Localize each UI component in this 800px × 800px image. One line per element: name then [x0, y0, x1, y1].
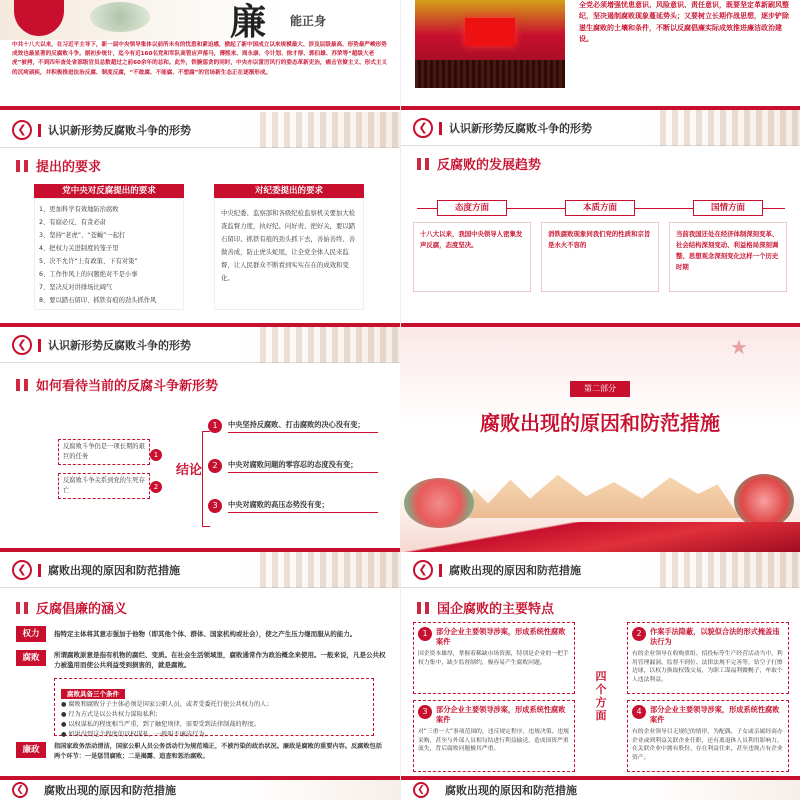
trend-column: [669, 200, 787, 292]
chevron-left-icon: ❮: [12, 335, 32, 355]
great-wall-decor: [260, 552, 400, 588]
section-marker-icon: [417, 602, 429, 614]
card-number: 1: [418, 627, 432, 641]
slide-intro: [0, 0, 400, 110]
chevron-left-icon: ❮: [413, 118, 433, 138]
requirement-item: 6、工作作风上的问题绝对不是小事: [39, 271, 138, 278]
great-wall-decor: [660, 110, 800, 146]
chevron-left-icon: ❮: [12, 560, 32, 580]
trend-column: [413, 200, 531, 292]
hero-banner: [0, 0, 400, 43]
left-box-2: 反腐败斗争关系到党的生死存亡: [58, 473, 150, 499]
trend-text: 当前我国还处在经济体制深刻变革、社会结构深刻变动、利益格局深刻调整、思想观念深刻变化这样一个历史时期: [669, 222, 787, 292]
red-ribbon-decor: [400, 522, 800, 552]
row-text: 所谓腐败原意是指有机物的腐烂、变质。在社会生活领域里，腐败通常作为政治概念来使用。一般来说，凡是公共权力被滥用而使公共利益受到损害的，就是腐败。: [54, 651, 386, 669]
card-title: 部分企业主要领导涉案，形成系统性腐败案件: [436, 627, 566, 646]
conclusion-item: [208, 459, 378, 473]
requirement-list: [34, 198, 184, 310]
row-text: 指特定主体将其意志强加于他物（即其他个体、群体、国家机构或社会），使之产生压力继而服从的能力。: [54, 629, 357, 638]
conditions-head: 腐败具备三个条件: [61, 689, 125, 699]
slide-header: [401, 780, 800, 800]
slide-header-title: 认识新形势反腐败斗争的形势: [48, 338, 191, 352]
slide-header: [401, 552, 800, 588]
requirement-item: 2、有腐必反、有贪必肃: [39, 219, 106, 226]
panel-head: 党中央对反腐提出的要求: [34, 184, 184, 198]
feature-card: [627, 700, 789, 772]
conditions-box: [54, 678, 374, 736]
card-number: 4: [632, 705, 646, 719]
connector-dot-1: 1: [150, 449, 162, 461]
trend-column: [541, 200, 659, 292]
panel-head: 对纪委提出的要求: [214, 184, 364, 198]
card-text: 有的企业领导目无规纪的情形，为配偶、子女或亲属经商办企业或到利益关联企业任职，还有离退休人员利用影响力，在关联企业中拥有股份、存在利益往来，甚至违规占有企业资产。: [632, 729, 783, 761]
requirement-item: 5、决不允许“上有政策、下有对策”: [39, 258, 138, 265]
trend-text: 消铁腐败现象同我们党的性质和宗旨是水火不容的: [541, 222, 659, 292]
item-number: 1: [208, 419, 222, 433]
trend-title: 国情方面: [693, 200, 763, 216]
slide-header: [0, 112, 400, 148]
part-title: 腐败出现的原因和防范措施: [480, 411, 720, 435]
row-text: 指国家政务活动清洁，国家公职人员公务活动行为规范端正，不被污染的政治状况。廉政是腐败的重要内容。反腐败包括两个环节：一是惩罚腐败；二是揭露、追查和惩治腐败。: [54, 743, 382, 760]
section-title: 国企腐败的主要特点: [417, 598, 554, 617]
conclusion-label: 结论: [176, 463, 203, 478]
section-marker-icon: [16, 602, 28, 614]
slide-part-two-cover: [400, 327, 800, 552]
slide-header-title: 认识新形势反腐败斗争的形势: [48, 123, 191, 137]
slide-header-title: 腐败出现的原因和防范措施: [449, 563, 581, 577]
card-title: 部分企业主要领导涉案，形成系统性腐败案件: [650, 705, 780, 724]
slide-congress: [400, 0, 800, 110]
chevron-left-icon: ❮: [12, 782, 28, 798]
great-wall-decor: [660, 552, 800, 588]
central-requirements-panel: [34, 184, 184, 310]
slide-header: [0, 780, 400, 800]
slide-header-title: 腐败出现的原因和防范措施: [48, 563, 180, 577]
conclusion-item: [208, 419, 378, 433]
center-label: 四个方面: [595, 670, 607, 722]
row-label: 廉政: [16, 742, 46, 758]
tagline: 能正身: [290, 14, 327, 28]
slide-trends: [400, 110, 800, 327]
city-skyline-decor: [460, 470, 740, 518]
slide-header: [401, 110, 800, 146]
requirement-item: 4、把权力关进制度的笼子里: [39, 245, 119, 252]
conclusion-item: [208, 499, 378, 513]
trend-text: 十八大以来，我国中央领导人密集发声反腐，态度坚决。: [413, 222, 531, 292]
requirement-item: 1、更加科学有效地防治腐败: [39, 206, 119, 213]
card-number: 2: [632, 627, 646, 641]
slide-next-left: [0, 780, 400, 800]
slide-requirements: [0, 110, 400, 327]
part-badge: 第二部分: [570, 381, 630, 397]
requirement-item: 3、坚持“老虎”、“苍蝇”一起打: [39, 232, 126, 239]
star-emblem: ★: [730, 335, 748, 359]
brand-char: 廉: [230, 1, 267, 43]
chevron-left-icon: ❮: [12, 120, 32, 140]
row-label: 权力: [16, 626, 46, 642]
chevron-left-icon: ❮: [413, 782, 429, 798]
flower-decor-right: [734, 474, 794, 528]
card-text: 国企资本雄厚，掌握着稀缺市场资源，特别是企业的一把手权力集中，缺少监督制约，极容易产生腐败问题。: [418, 651, 569, 666]
item-text: 中央对腐败问题的零容忍的态度没有变；: [228, 459, 378, 473]
card-title: 作案手法隐蔽，以貌似合法的形式掩盖违法行为: [650, 627, 780, 646]
slide-situation: [0, 327, 400, 552]
great-wall-decor: [260, 327, 400, 363]
slide-header-title: 腐败出现的原因和防范措施: [44, 784, 176, 797]
left-box-1: 反腐败斗争仍是一项长期的艰巨的任务: [58, 439, 150, 465]
feature-card: [413, 700, 575, 772]
congress-paragraph: 全党必须增强忧患意识、风险意识、责任意识，既要坚定革新刷风整纪，坚决遏制腐败现象蔓延势头；又要树立长期作战思想，逐步铲除滋生腐败的土壤和条件，不断以反腐倡廉实际成效推进廉洁政治建设。: [579, 1, 789, 44]
card-title: 部分企业主要领导涉案，形成系统性腐败案件: [436, 705, 566, 724]
condition-item: ● 如果没到这个程度的以权谋私，一般叫不廉洁行为。: [61, 731, 211, 738]
trend-title: 本质方面: [565, 200, 635, 216]
slide-header-title: 认识新形势反腐败斗争的形势: [449, 121, 592, 135]
lotus-decor: [90, 2, 150, 32]
slide-definition: [0, 552, 400, 780]
condition-item: ● 腐败和腐败分子主体必须是国家公职人员，或者受委托行使公共权力的人；: [61, 701, 273, 708]
card-number: 3: [418, 705, 432, 719]
congress-photo: [415, 0, 565, 88]
row-label: 腐败: [16, 650, 46, 666]
slide-header: [0, 327, 400, 363]
connector-dot-2: 2: [150, 481, 162, 493]
condition-item: ● 行为方式是以公共权力谋取私利；: [61, 711, 162, 718]
card-text: 有的企业领导在收购重组、招投标等生产经营活动当中，利用管理漏洞、监督不到位、法律法规不完善等，钻空子打擦边球，以权力换取权钱交易，为职工谋福利做幌子，牟取个人违法利益。: [632, 651, 783, 683]
brand-badge: [14, 0, 64, 36]
trend-title: 态度方面: [437, 200, 507, 216]
condition-item: ● 以权谋私的程度相当严重，到了触犯刑律，需要受到法律制裁的程度。: [61, 721, 261, 728]
requirement-item: 7、坚决反对讲排场比阔气: [39, 284, 113, 291]
item-text: 中央对腐败的高压态势没有变；: [228, 499, 378, 513]
section-title: 提出的要求: [16, 156, 101, 175]
discipline-requirements-panel: [214, 184, 364, 310]
row-power: [16, 626, 386, 642]
slide-soe-features: [400, 552, 800, 780]
discipline-text: 中央纪委、监察部和各级纪检监察机关要加大检查监督力度，执好纪、问好责、把好关，要以踏石留印、抓铁有痕的劲头抓下去，善始善终、善做善成，防止虎头蛇尾，让全党全体人民来监督，让人民群众不断看到实实在在的成效和变化。: [214, 198, 364, 310]
item-number: 2: [208, 459, 222, 473]
great-wall-decor: [260, 112, 400, 148]
flower-decor-left: [404, 478, 474, 528]
feature-card: [413, 622, 575, 694]
section-marker-icon: [417, 158, 429, 170]
slide-header-title: 腐败出现的原因和防范措施: [445, 784, 577, 797]
section-title: 如何看待当前的反腐斗争新形势: [16, 375, 218, 394]
slide-next-right: [400, 780, 800, 800]
row-integrity: [16, 742, 386, 761]
requirement-item: 8、要以踏石留印、抓铁有痕的劲头抓作风: [39, 297, 157, 304]
row-corruption: [16, 650, 386, 670]
slide-header: [0, 552, 400, 588]
section-title: 反腐倡廉的涵义: [16, 598, 127, 617]
feature-card: [627, 622, 789, 694]
conditions-list: [61, 700, 367, 740]
card-text: 对“三重一大”事项范围的，违反规定程序，违规决策、违规采购，甚至与外部人员相勾结进行利益输送，造成国资严重流失，背后腐败问题极其严重。: [418, 729, 569, 753]
chevron-left-icon: ❮: [413, 560, 433, 580]
intro-paragraph: 中共十八大以来，在习近平主导下，新一届中央领导集体以前所未有的忧患和紧迫感，掀起了新中国成立以来规模最大、涉及层级最高、形势最严峻形势成效也最显著的反腐败斗争。据初步统计，迄今有近160名党和军队高管应声落马，薄熙来、周永康、令计划、徐才厚、郭伯雄、苏荣等“超级大老虎”被拷，不到四年查处省部级官员总数超过之前60余年的总和。此外，铁腕惩贪的同时，中央亦以雷厉风行的姿态革新吏治，痛击官僚主义、形式主义的沉疴顽疾，并积极推进法治反腐、制度反腐，“不敢腐、不能腐、不想腐”的官场新生态正在逐渐形成。: [12, 42, 388, 76]
section-marker-icon: [16, 160, 28, 172]
section-title: 反腐败的发展趋势: [417, 154, 541, 173]
item-text: 中央坚持反腐败、打击腐败的决心没有变；: [228, 419, 378, 433]
section-marker-icon: [16, 379, 28, 391]
item-number: 3: [208, 499, 222, 513]
